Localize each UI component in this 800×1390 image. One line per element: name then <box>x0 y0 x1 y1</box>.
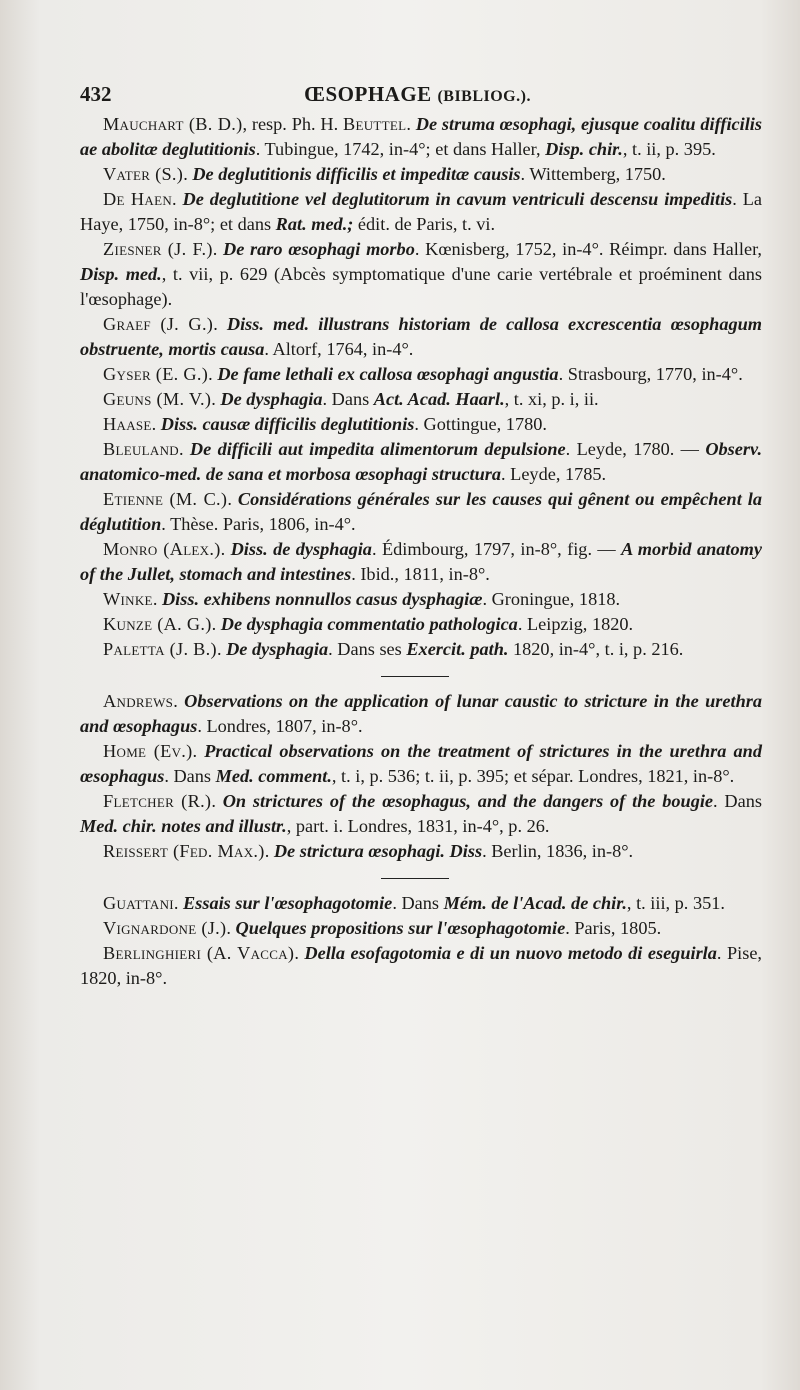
entry-separator: . <box>192 741 205 761</box>
bibliography-entry <box>80 387 762 412</box>
bibliography-entry <box>80 112 762 162</box>
entry-source-title: Rat. med.; <box>275 214 354 234</box>
entry-separator: . <box>294 943 305 963</box>
section-divider <box>381 676 449 677</box>
entry-title: De difficili aut impedita alimentorum depulsione <box>189 439 566 459</box>
entry-title: Practical observations on the treatment of strictures in the urethra and œsophagus <box>80 741 762 786</box>
entry-details: . Londres, 1807, in-8°. <box>197 716 363 736</box>
entry-details: . Wittemberg, 1750. <box>520 164 666 184</box>
bibliography-entry <box>80 362 762 387</box>
entry-author: Graef (J. G.) <box>103 314 214 334</box>
bibliography-group-3 <box>80 891 762 991</box>
entry-title: De strictura œsophagi. Diss <box>273 841 483 861</box>
entry-separator: . <box>173 691 185 711</box>
entry-separator: . <box>183 164 193 184</box>
entry-source-details: , part. i. Londres, 1831, in-4°, p. 26. <box>286 816 550 836</box>
bibliography-entry <box>80 412 762 437</box>
entry-source-details: . Leyde, 1785. <box>501 464 607 484</box>
entry-details: . Strasbourg, 1770, in-4°. <box>558 364 743 384</box>
entry-title: Essais sur l'œsophagotomie <box>183 893 393 913</box>
entry-separator: , resp. Ph. H. <box>242 114 343 134</box>
entry-source-title: Med. comment. <box>215 766 332 786</box>
entry-separator: . <box>152 589 162 609</box>
bibliography-entry <box>80 839 762 864</box>
entry-title: De deglutitione vel deglutitorum in cavum ventriculi descensu impeditis <box>182 189 733 209</box>
entry-author: Vater (S.) <box>103 164 184 184</box>
bibliography-entry <box>80 891 762 916</box>
entry-details: . La Haye, 1750, in-8°; et dans <box>80 189 762 234</box>
bibliography-entry <box>80 689 762 739</box>
entry-source-title: Observ. anatomico-med. de sana et morbosa œsophagi structura <box>80 439 763 484</box>
bibliography-entry <box>80 941 762 991</box>
entry-author: De Haen <box>103 189 173 209</box>
entry-details: . Dans <box>322 389 374 409</box>
section-divider <box>381 878 449 879</box>
entry-details: . Dans <box>392 893 444 913</box>
entry-details: . Dans ses <box>328 639 407 659</box>
entry-source-title: Disp. med. <box>80 264 162 284</box>
entry-title: Diss. de dysphagia <box>230 539 372 559</box>
entry-author: Winke <box>103 589 153 609</box>
entry-title: Diss. causæ difficilis deglutitionis <box>160 414 415 434</box>
entry-details: . Kœnisberg, 1752, in-4°. Réimpr. dans Haller, <box>414 239 762 259</box>
entry-title: De fame lethali ex callosa œsophagi angustia <box>217 364 559 384</box>
bibliography-entry <box>80 487 762 537</box>
page-header <box>80 82 762 112</box>
entry-source-details: , t. i, p. 536; t. ii, p. 395; et sépar. Londres, 1821, in-8°. <box>331 766 735 786</box>
bibliography-entry <box>80 916 762 941</box>
entry-author: Kunze (A. G.) <box>103 614 212 634</box>
entry-title: De deglutitionis difficilis et impeditæ causis <box>192 164 521 184</box>
entry-source-title: Exercit. path. <box>406 639 509 659</box>
entry-details: . Tubingue, 1742, in-4°; et dans Haller, <box>255 139 546 159</box>
entry-author: Bleuland <box>103 439 179 459</box>
entry-source-title: Med. chir. notes and illustr. <box>80 816 287 836</box>
running-title-main: ŒSOPHAGE <box>304 82 432 106</box>
entry-details: . Leipzig, 1820. <box>517 614 634 634</box>
entry-author: Fletcher (R.) <box>103 791 212 811</box>
entry-author: Monro (Alex.) <box>103 539 221 559</box>
entry-author: Vignardone (J.) <box>103 918 227 938</box>
entry-source-details: , t. vii, p. 629 (Abcès symptomatique d'une carie vertébrale et proéminent dans l'œsophage). <box>80 264 762 309</box>
entry-title: Observations on the application of lunar caustic to stricture in the urethra and œsophagus <box>80 691 763 736</box>
entry-author: Ziesner (J. F.) <box>103 239 213 259</box>
entry-author: Reissert (Fed. Max.) <box>103 841 265 861</box>
bibliography-entry <box>80 312 762 362</box>
bibliography-entry <box>80 237 762 312</box>
entry-author: Etienne (M. C.) <box>103 489 228 509</box>
entry-title: De dysphagia <box>226 639 329 659</box>
entry-details: . Gottingue, 1780. <box>414 414 547 434</box>
entry-title: De dysphagia commentatio pathologica <box>220 614 518 634</box>
entry-details: . Dans <box>713 791 762 811</box>
bibliography-group-1 <box>80 112 762 662</box>
entry-source-details: , t. xi, p. i, ii. <box>504 389 599 409</box>
bibliography-entry <box>80 537 762 587</box>
entry-title: De struma œsophagi, ejusque coalitu difficilis ae abolitæ deglutitionis <box>80 114 763 159</box>
entry-author: Haase <box>103 414 152 434</box>
entry-author: Andrews <box>103 691 174 711</box>
page-number: 432 <box>80 82 112 106</box>
entry-details: . Groningue, 1818. <box>482 589 621 609</box>
entry-separator: . <box>178 439 190 459</box>
entry-details: . Berlin, 1836, in-8°. <box>482 841 634 861</box>
bibliography-entry <box>80 587 762 612</box>
entry-separator: . <box>226 918 236 938</box>
entry-separator: . <box>151 414 161 434</box>
entry-details: . Altorf, 1764, in-4°. <box>264 339 414 359</box>
entry-source-details: , t. iii, p. 351. <box>626 893 725 913</box>
entry-separator: . <box>211 791 223 811</box>
entry-author: Geuns (M. V.) <box>103 389 212 409</box>
entry-title: Della esofagotomia e di un nuovo metodo di eseguirla <box>304 943 717 963</box>
entry-separator: . <box>216 639 227 659</box>
entry-source-title: Mém. de l'Acad. de chir. <box>443 893 627 913</box>
entry-author: Paletta (J. B.) <box>103 639 217 659</box>
entry-separator: . <box>220 539 231 559</box>
entry-details: . Dans <box>164 766 216 786</box>
running-title <box>304 82 531 107</box>
entry-source-title: Disp. chir. <box>545 139 623 159</box>
entry-author: Mauchart (B. D.) <box>103 114 243 134</box>
entry-separator: . <box>264 841 274 861</box>
entry-author: Home (Ev.) <box>103 741 193 761</box>
entry-author: Guattani <box>103 893 174 913</box>
bibliography-entry <box>80 789 762 839</box>
entry-title: Diss. med. illustrans historiam de callosa excrescentia œsophagum obstruente, mortis causa <box>80 314 762 359</box>
entry-separator: . <box>212 239 223 259</box>
running-title-sub: (BIBLIOG.). <box>437 88 531 105</box>
entry-author: Berlinghieri (A. Vacca) <box>103 943 295 963</box>
bibliography-entry <box>80 162 762 187</box>
entry-separator: . <box>406 114 416 134</box>
bibliography-group-2 <box>80 689 762 864</box>
entry-separator: . <box>211 389 221 409</box>
bibliography-entry <box>80 637 762 662</box>
entry-details: . Paris, 1805. <box>565 918 662 938</box>
entry-separator: . <box>172 189 183 209</box>
bibliography-entry <box>80 612 762 637</box>
bibliography-entry <box>80 187 762 237</box>
entry-source-details: édit. de Paris, t. vi. <box>353 214 496 234</box>
bibliography-entry <box>80 739 762 789</box>
entry-details: . Édimbourg, 1797, in-8°, fig. — <box>371 539 622 559</box>
entry-separator: . <box>208 364 218 384</box>
entry-title: Considérations générales sur les causes qui gênent ou empêchent la déglutition <box>80 489 762 534</box>
entry-source-details: 1820, in-4°, t. i, p. 216. <box>508 639 684 659</box>
entry-details: . Pise, 1820, in-8°. <box>80 943 763 988</box>
entry-title: On strictures of the œsophagus, and the dangers of the bougie <box>222 791 714 811</box>
entry-separator: . <box>211 614 221 634</box>
entry-source-title: Act. Acad. Haarl. <box>373 389 505 409</box>
entry-title: De raro œsophagi morbo <box>223 239 415 259</box>
entry-separator: . <box>173 893 184 913</box>
entry-source-details: , t. ii, p. 395. <box>622 139 716 159</box>
bibliography-entry <box>80 437 762 487</box>
entry-coauthor: Beuttel <box>342 114 407 134</box>
entry-title: De dysphagia <box>220 389 323 409</box>
entry-details: . Thèse. Paris, 1806, in-4°. <box>161 514 356 534</box>
entry-separator: . <box>227 489 238 509</box>
entry-title: Quelques propositions sur l'œsophagotomie <box>235 918 566 938</box>
entry-source-details: . Ibid., 1811, in-8°. <box>351 564 490 584</box>
entry-separator: . <box>213 314 227 334</box>
entry-details: . Leyde, 1780. — <box>565 439 706 459</box>
entry-title: Diss. exhibens nonnullos casus dysphagiæ <box>161 589 483 609</box>
entry-author: Gyser (E. G.) <box>103 364 209 384</box>
entry-source-title: A morbid anatomy of the Jullet, stomach and intestines <box>80 539 762 584</box>
